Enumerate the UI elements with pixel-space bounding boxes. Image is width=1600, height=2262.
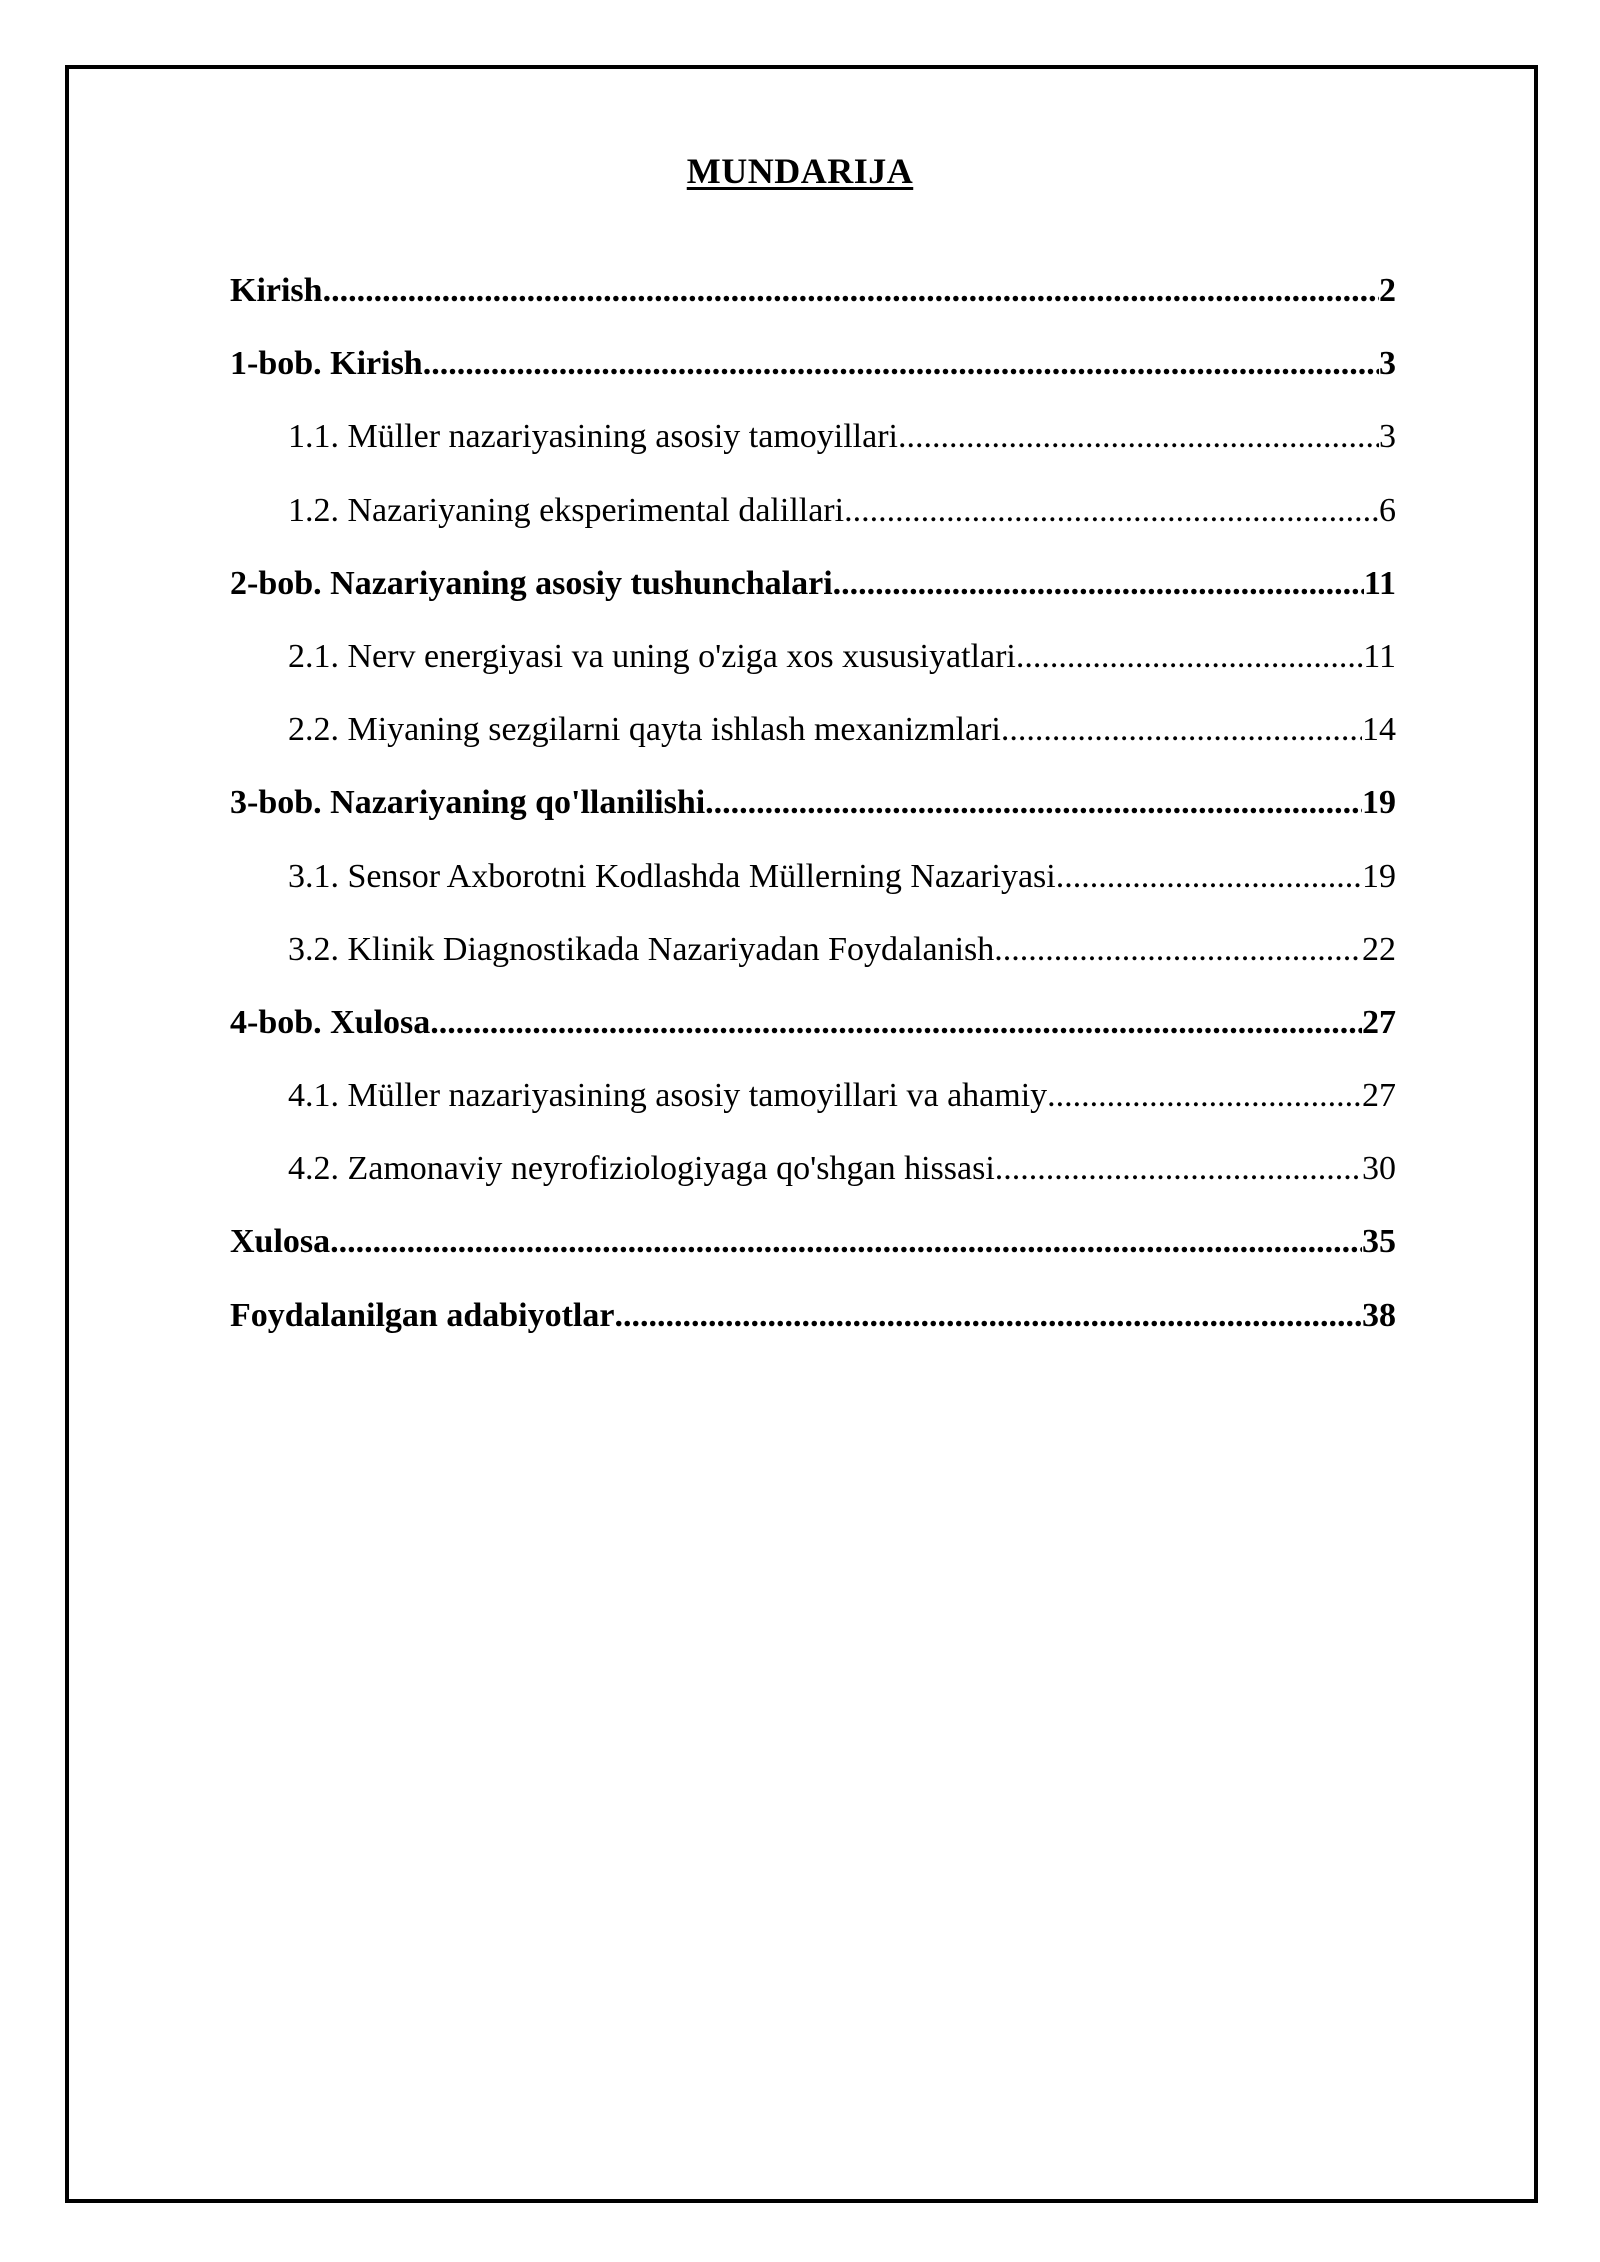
dot-leader [614, 1287, 1362, 1345]
dot-leader [423, 335, 1379, 393]
toc-entry[interactable] [230, 555, 1396, 628]
toc-entry-page: 11 [1363, 637, 1396, 675]
toc-entry[interactable] [230, 1140, 1396, 1213]
toc-entry[interactable] [230, 628, 1396, 701]
toc-entry-title: 2.2. Miyaning sezgilarni qayta ishlash mexanizmlari [288, 711, 1001, 749]
dot-leader [330, 1213, 1362, 1271]
toc-entry[interactable] [230, 701, 1396, 774]
toc-entry[interactable] [230, 1287, 1396, 1360]
dot-leader [994, 921, 1362, 979]
toc-entry[interactable] [230, 1213, 1396, 1286]
toc-entry-title: 4.1. Müller nazariyasining asosiy tamoyillari va ahamiy [288, 1077, 1048, 1115]
toc-entry-page: 6 [1379, 491, 1396, 529]
dot-leader [995, 1140, 1362, 1198]
toc-entry[interactable] [230, 774, 1396, 847]
toc-entry-page: 2 [1379, 272, 1396, 309]
toc-entry-title: 3.2. Klinik Diagnostikada Nazariyadan Foydalanish [288, 930, 995, 968]
toc-entry-title: 1.2. Nazariyaning eksperimental dalillari [288, 491, 845, 529]
dot-leader [1016, 628, 1363, 686]
toc-entry[interactable] [230, 921, 1396, 994]
dot-leader [1001, 701, 1362, 759]
dot-leader [898, 408, 1379, 466]
toc-entry-title: 2-bob. Nazariyaning asosiy tushunchalari [230, 564, 833, 602]
toc-entry[interactable] [230, 848, 1396, 921]
toc-entry-title: Foydalanilgan adabiyotlar [230, 1296, 615, 1334]
toc-entry-page: 11 [1363, 564, 1396, 602]
toc-entry-page: 38 [1362, 1296, 1396, 1334]
toc-entry-title: 3-bob. Nazariyaning qo'llanilishi [230, 784, 706, 822]
toc-entry-title: 1-bob. Kirish [230, 345, 423, 383]
toc-entry-page: 14 [1362, 711, 1396, 749]
toc-entry-page: 27 [1362, 1003, 1396, 1041]
toc-entry-title: 4-bob. Xulosa [230, 1003, 431, 1041]
toc-entry-page: 3 [1379, 345, 1396, 383]
dot-leader [430, 994, 1362, 1052]
toc-entry[interactable] [230, 1067, 1396, 1140]
toc-entry[interactable] [230, 262, 1396, 335]
toc-entry-title: 1.1. Müller nazariyasining asosiy tamoyillari [288, 418, 898, 456]
toc-entry[interactable] [230, 482, 1396, 555]
toc-entry[interactable] [230, 335, 1396, 408]
table-of-contents [230, 262, 1396, 1360]
toc-entry-title: 2.1. Nerv energiyasi va uning o'ziga xos xususiyatlari [288, 637, 1016, 675]
dot-leader [705, 774, 1362, 832]
dot-leader [1047, 1067, 1362, 1125]
toc-entry-title: Kirish [230, 272, 323, 309]
toc-entry[interactable] [230, 408, 1396, 481]
toc-entry-page: 35 [1362, 1223, 1396, 1261]
toc-entry-page: 19 [1362, 857, 1396, 895]
toc-entry-page: 19 [1362, 784, 1396, 822]
toc-entry-page: 27 [1362, 1077, 1396, 1115]
toc-entry-title: 4.2. Zamonaviy neyrofiziologiyaga qo'shgan hissasi [288, 1150, 995, 1188]
toc-entry-title: 3.1. Sensor Axborotni Kodlashda Müllerning Nazariyasi [288, 857, 1056, 895]
dot-leader [1056, 848, 1362, 906]
dot-leader [844, 482, 1379, 540]
toc-entry-page: 30 [1362, 1150, 1396, 1188]
toc-title: MUNDARIJA [686, 151, 914, 191]
toc-entry-page: 22 [1362, 930, 1396, 968]
dot-leader [833, 555, 1364, 613]
toc-entry-page: 3 [1379, 418, 1396, 456]
toc-entry-title: Xulosa [230, 1223, 331, 1261]
dot-leader [323, 262, 1379, 320]
toc-entry[interactable] [230, 994, 1396, 1067]
